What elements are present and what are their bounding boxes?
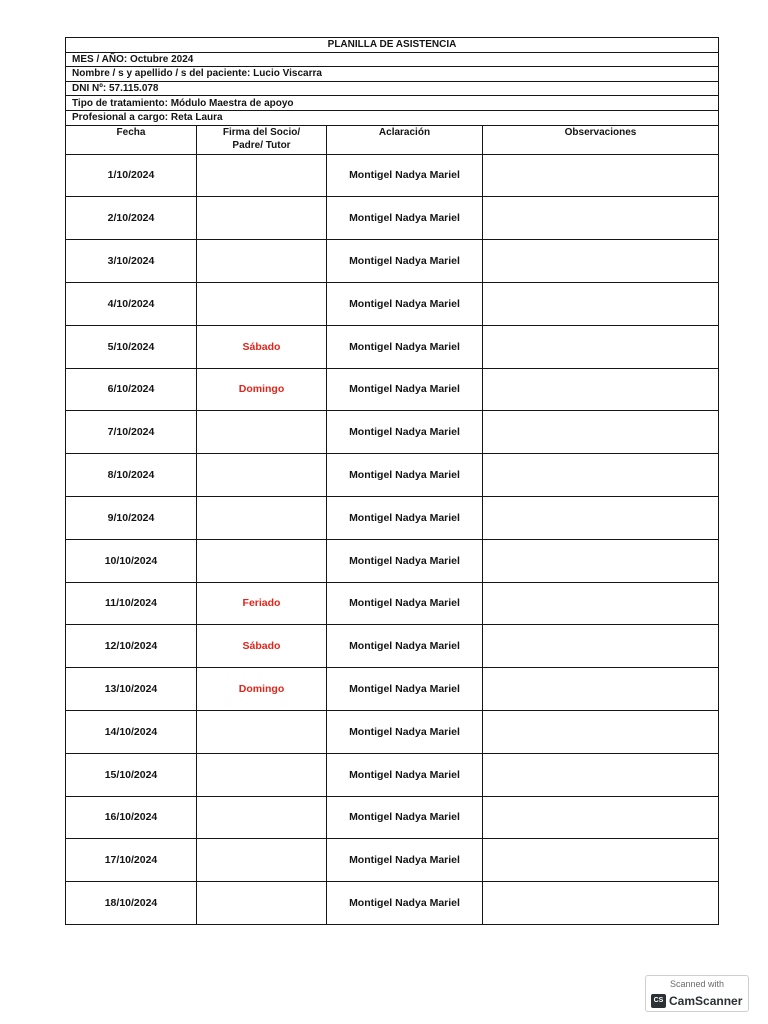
table-row xyxy=(66,753,719,796)
sheet-title: PLANILLA DE ASISTENCIA xyxy=(66,38,719,53)
table-row xyxy=(66,154,719,197)
info-label: MES / AÑO: xyxy=(72,53,128,65)
observations-cell xyxy=(483,582,719,625)
signature-cell xyxy=(197,454,327,497)
observations-cell xyxy=(483,411,719,454)
camscanner-brand: CamScanner xyxy=(669,994,743,1008)
info-value: Lucio Viscarra xyxy=(253,68,322,80)
date-cell: 6/10/2024 xyxy=(66,368,197,411)
clarification-cell: Montigel Nadya Mariel xyxy=(327,325,483,368)
date-cell: 16/10/2024 xyxy=(66,796,197,839)
clarification-cell: Montigel Nadya Mariel xyxy=(327,753,483,796)
table-row xyxy=(66,839,719,882)
column-header-row xyxy=(66,125,719,154)
info-row-professional xyxy=(66,110,719,125)
signature-cell xyxy=(197,839,327,882)
observations-cell xyxy=(483,154,719,197)
table-row xyxy=(66,282,719,325)
table-row xyxy=(66,625,719,668)
table-row xyxy=(66,582,719,625)
signature-cell xyxy=(197,539,327,582)
date-cell: 5/10/2024 xyxy=(66,325,197,368)
info-value: 57.115.078 xyxy=(109,83,159,95)
observations-cell xyxy=(483,796,719,839)
clarification-cell: Montigel Nadya Mariel xyxy=(327,582,483,625)
signature-cell: Sábado xyxy=(197,625,327,668)
observations-cell xyxy=(483,368,719,411)
scanned-with-caption: Scanned with xyxy=(669,979,725,989)
signature-cell xyxy=(197,753,327,796)
observations-cell xyxy=(483,496,719,539)
date-cell: 3/10/2024 xyxy=(66,240,197,283)
signature-cell xyxy=(197,796,327,839)
date-cell: 2/10/2024 xyxy=(66,197,197,240)
observations-cell xyxy=(483,454,719,497)
clarification-cell: Montigel Nadya Mariel xyxy=(327,496,483,539)
info-label: Tipo de tratamiento: xyxy=(72,97,168,109)
observations-cell xyxy=(483,625,719,668)
column-header-date: Fecha xyxy=(66,125,197,154)
clarification-cell: Montigel Nadya Mariel xyxy=(327,882,483,925)
column-header-clarification: Aclaración xyxy=(327,125,483,154)
signature-cell xyxy=(197,240,327,283)
date-cell: 10/10/2024 xyxy=(66,539,197,582)
table-row xyxy=(66,710,719,753)
signature-cell: Sábado xyxy=(197,325,327,368)
info-label: Nombre / s y apellido / s del paciente: xyxy=(72,68,251,80)
clarification-cell: Montigel Nadya Mariel xyxy=(327,154,483,197)
table-row xyxy=(66,796,719,839)
date-cell: 13/10/2024 xyxy=(66,668,197,711)
table-row xyxy=(66,539,719,582)
date-cell: 17/10/2024 xyxy=(66,839,197,882)
info-label: Profesional a cargo: xyxy=(72,112,169,124)
table-row xyxy=(66,197,719,240)
observations-cell xyxy=(483,839,719,882)
date-cell: 12/10/2024 xyxy=(66,625,197,668)
observations-cell xyxy=(483,753,719,796)
date-cell: 9/10/2024 xyxy=(66,496,197,539)
signature-cell xyxy=(197,411,327,454)
observations-cell xyxy=(483,882,719,925)
info-value: Reta Laura xyxy=(170,112,223,124)
camscanner-watermark xyxy=(645,975,749,1012)
column-header-signature-line: Padre/ Tutor xyxy=(232,140,291,152)
date-cell: 8/10/2024 xyxy=(66,454,197,497)
clarification-cell: Montigel Nadya Mariel xyxy=(327,710,483,753)
observations-cell xyxy=(483,668,719,711)
clarification-cell: Montigel Nadya Mariel xyxy=(327,625,483,668)
column-header-observations: Observaciones xyxy=(483,125,719,154)
observations-cell xyxy=(483,282,719,325)
table-row xyxy=(66,496,719,539)
info-row-treatment xyxy=(66,96,719,111)
signature-cell: Domingo xyxy=(197,368,327,411)
clarification-cell: Montigel Nadya Mariel xyxy=(327,839,483,882)
date-cell: 1/10/2024 xyxy=(66,154,197,197)
observations-cell xyxy=(483,710,719,753)
clarification-cell: Montigel Nadya Mariel xyxy=(327,368,483,411)
signature-cell: Domingo xyxy=(197,668,327,711)
column-header-signature xyxy=(197,125,327,154)
clarification-cell: Montigel Nadya Mariel xyxy=(327,668,483,711)
info-row-month-year xyxy=(66,52,719,67)
attendance-table xyxy=(65,37,719,925)
clarification-cell: Montigel Nadya Mariel xyxy=(327,197,483,240)
clarification-cell: Montigel Nadya Mariel xyxy=(327,796,483,839)
info-value: Módulo Maestra de apoyo xyxy=(170,97,294,109)
title-row xyxy=(66,38,719,53)
column-header-signature-line: Firma del Socio/ xyxy=(222,126,301,138)
clarification-cell: Montigel Nadya Mariel xyxy=(327,240,483,283)
observations-cell xyxy=(483,325,719,368)
clarification-cell: Montigel Nadya Mariel xyxy=(327,282,483,325)
table-row xyxy=(66,411,719,454)
date-cell: 15/10/2024 xyxy=(66,753,197,796)
date-cell: 4/10/2024 xyxy=(66,282,197,325)
table-row xyxy=(66,325,719,368)
table-row xyxy=(66,668,719,711)
observations-cell xyxy=(483,539,719,582)
observations-cell xyxy=(483,240,719,283)
signature-cell xyxy=(197,282,327,325)
info-row-dni xyxy=(66,81,719,96)
signature-cell xyxy=(197,197,327,240)
info-row-patient-name xyxy=(66,67,719,82)
signature-cell xyxy=(197,154,327,197)
table-row xyxy=(66,882,719,925)
table-row xyxy=(66,240,719,283)
signature-cell: Feriado xyxy=(197,582,327,625)
info-label: DNI Nº: xyxy=(72,83,107,95)
signature-cell xyxy=(197,882,327,925)
camscanner-logo-icon: CS xyxy=(651,994,666,1008)
table-row xyxy=(66,368,719,411)
info-value: Octubre 2024 xyxy=(129,53,194,65)
observations-cell xyxy=(483,197,719,240)
date-cell: 7/10/2024 xyxy=(66,411,197,454)
signature-cell xyxy=(197,496,327,539)
clarification-cell: Montigel Nadya Mariel xyxy=(327,539,483,582)
date-cell: 11/10/2024 xyxy=(66,582,197,625)
signature-cell xyxy=(197,710,327,753)
date-cell: 14/10/2024 xyxy=(66,710,197,753)
date-cell: 18/10/2024 xyxy=(66,882,197,925)
clarification-cell: Montigel Nadya Mariel xyxy=(327,411,483,454)
table-row xyxy=(66,454,719,497)
clarification-cell: Montigel Nadya Mariel xyxy=(327,454,483,497)
